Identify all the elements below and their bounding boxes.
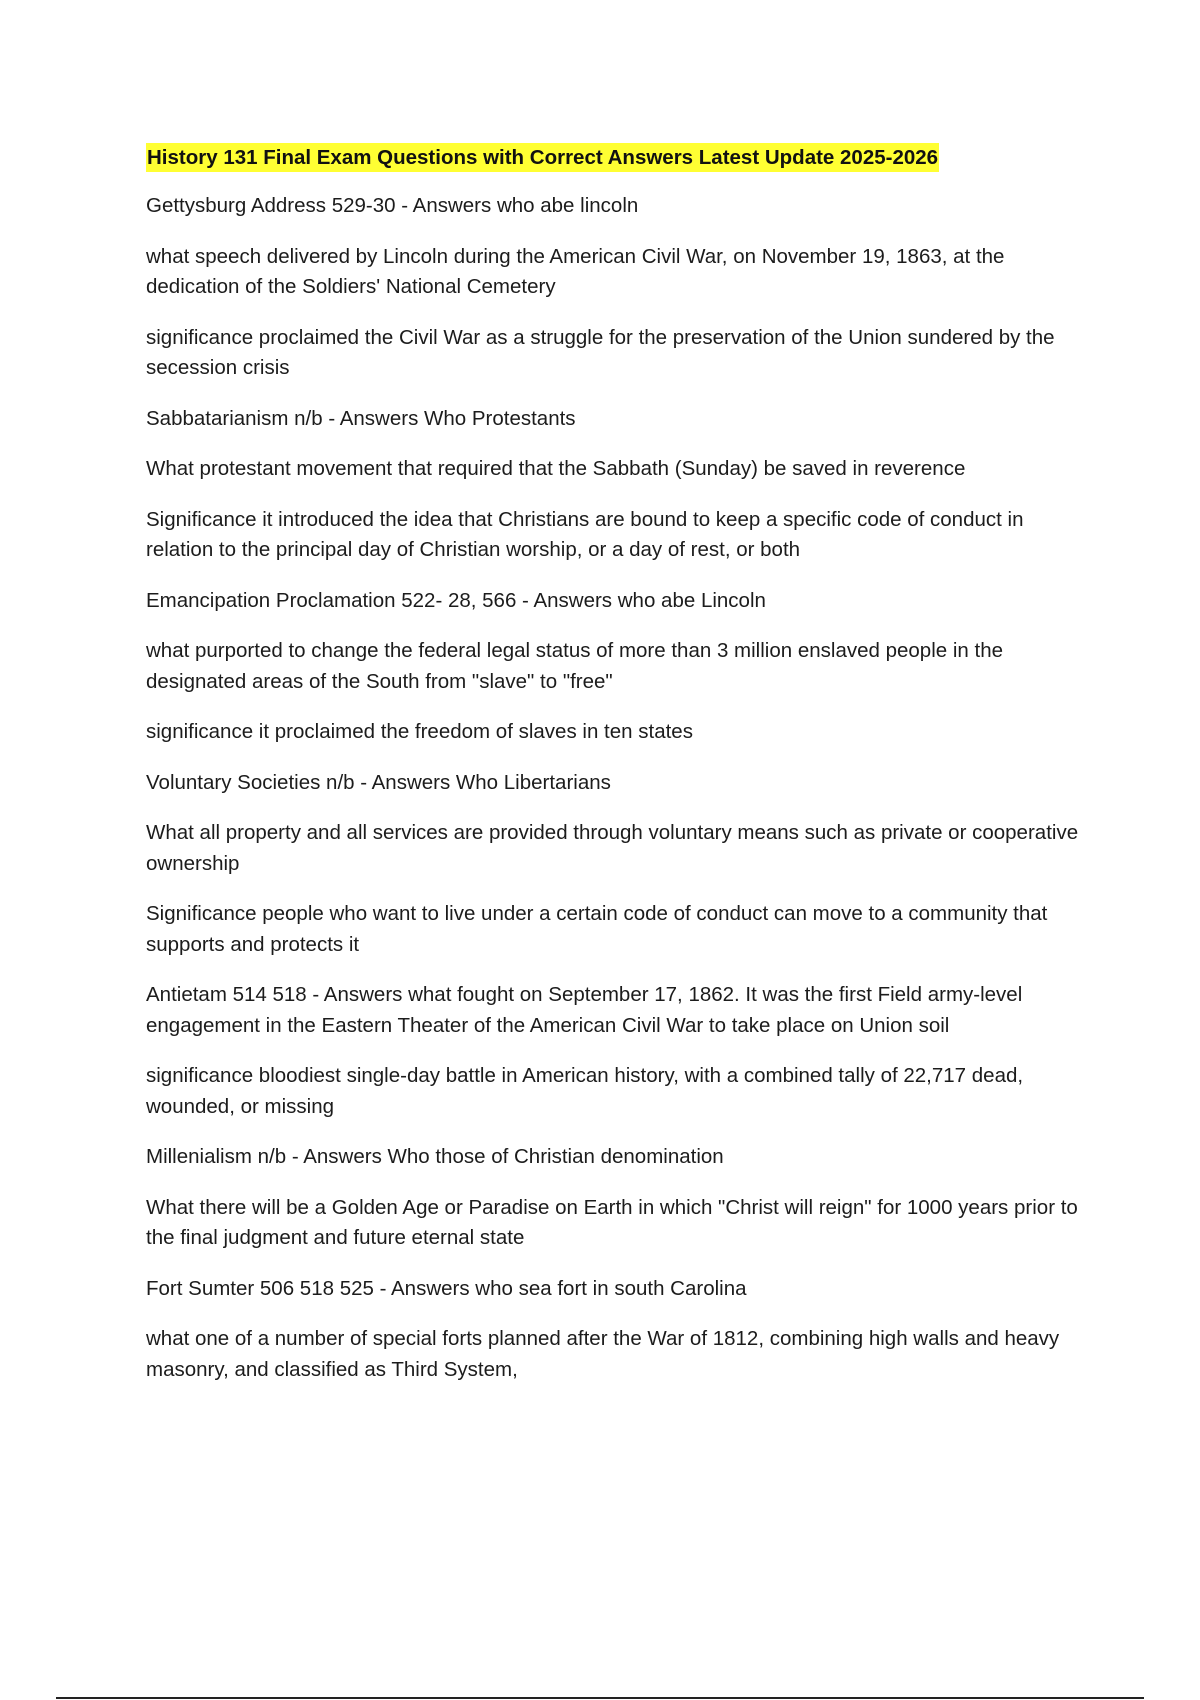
title-block: [146, 143, 1086, 175]
paragraph: what one of a number of special forts planned after the War of 1812, combining high walls and heavy masonry, and classified as Third System,: [146, 1327, 1060, 1381]
paragraph: Gettysburg Address 529-30 - Answers who abe lincoln: [146, 194, 639, 217]
paragraph: Significance people who want to live under a certain code of conduct can move to a community that supports and protects it: [146, 902, 1048, 956]
paragraph: Millenialism n/b - Answers Who those of Christian denomination: [146, 1145, 724, 1168]
paragraph: significance bloodiest single-day battle in American history, with a combined tally of 22,717 dead, wounded, or missing: [146, 1064, 1024, 1118]
paragraph: Significance it introduced the idea that Christians are bound to keep a specific code of conduct in relation to the principal day of Christian worship, or a day of rest, or both: [146, 507, 1024, 561]
paragraph: Fort Sumter 506 518 525 - Answers who sea fort in south Carolina: [146, 1276, 747, 1300]
paragraph: significance proclaimed the Civil War as a struggle for the preservation of the Union sundered by the secession crisis: [146, 325, 1055, 379]
paragraph: What there will be a Golden Age or Paradise on Earth in which "Christ will reign" for 1000 years prior to the final judgment and future eternal state: [146, 1195, 1078, 1249]
paragraph: Emancipation Proclamation 522- 28, 566 - Answers who abe Lincoln: [146, 588, 766, 612]
paragraph: Antietam 514 518 - Answers what fought on September 17, 1862. It was the first Field army-level engagement in the Eastern Theater of the American Civil War to take place on Union soil: [146, 983, 1023, 1037]
document-body: [146, 143, 1086, 1405]
document-title: History 131 Final Exam Questions with Correct Answers Latest Update 2025-2026: [146, 143, 939, 172]
paragraph: What all property and all services are provided through voluntary means such as private or cooperative ownership: [146, 821, 1079, 875]
paragraph: Voluntary Societies n/b - Answers Who Libertarians: [146, 770, 611, 794]
paragraph: what speech delivered by Lincoln during the American Civil War, on November 19, 1863, at the dedication of the Soldiers' National Cemetery: [146, 244, 1005, 298]
footer-divider: [56, 1697, 1144, 1699]
paragraph: Sabbatarianism n/b - Answers Who Protestants: [146, 406, 576, 430]
paragraph: What protestant movement that required that the Sabbath (Sunday) be saved in reverence: [146, 457, 966, 480]
paragraph: significance it proclaimed the freedom of slaves in ten states: [146, 720, 693, 743]
paragraph: what purported to change the federal legal status of more than 3 million enslaved people in the designated areas of the South from "slave" to "free": [146, 639, 1003, 693]
